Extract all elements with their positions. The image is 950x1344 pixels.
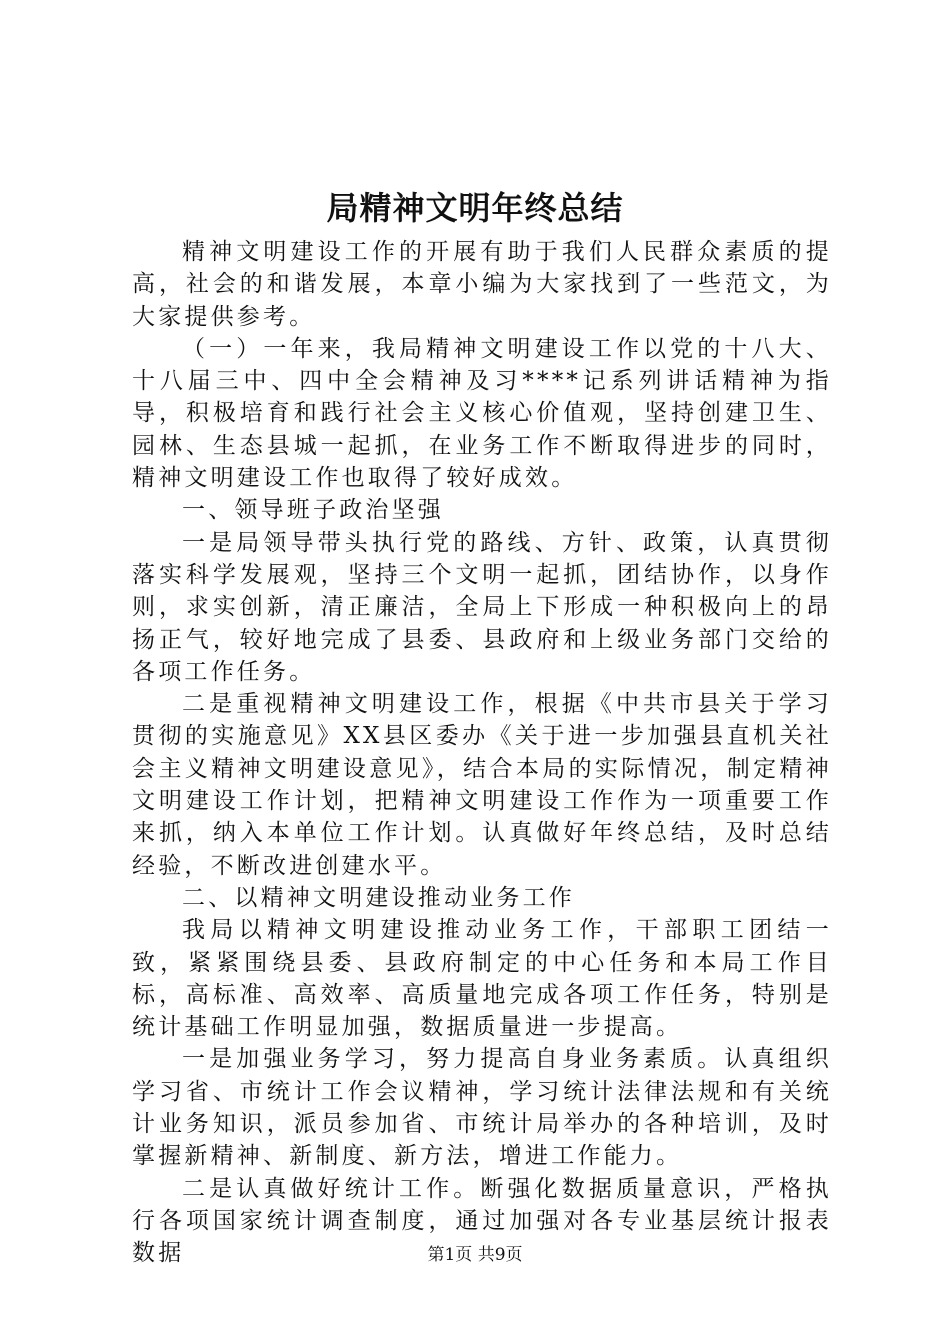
body-paragraph: 二是认真做好统计工作。断强化数据质量意识，严格执行各项国家统计调查制度，通过加强对各专业基层统计报表数据 — [132, 1175, 832, 1267]
document-title: 局精神文明年终总结 — [326, 189, 624, 227]
body-paragraph: 我局以精神文明建设推动业务工作，干部职工团结一致，紧紧围绕县委、县政府制定的中心任务和本局工作目标，高标准、高效率、高质量地完成各项工作任务，特别是统计基础工作明显加强，数据质量进一步提高。 — [132, 917, 832, 1041]
section-heading: 二、以精神文明建设推动业务工作 — [182, 884, 575, 911]
section-heading: 一、领导班子政治坚强 — [182, 497, 444, 524]
body-paragraph: （一）一年来，我局精神文明建设工作以党的十八大、十八届三中、四中全会精神及习****记系列讲话精神为指导，积极培育和践行社会主义核心价值观，坚持创建卫生、园林、生态县城一起抓，在业务工作不断取得进步的同时，精神文明建设工作也取得了较好成效。 — [132, 335, 832, 492]
body-paragraph: 二是重视精神文明建设工作，根据《中共市县关于学习贯彻的实施意见》XX县区委办《关于进一步加强县直机关社会主义精神文明建设意见》，结合本局的实际情况，制定精神文明建设工作计划，把精神文明建设工作作为一项重要工作来抓，纳入本单位工作计划。认真做好年终总结，及时总结经验，不断改进创建水平。 — [132, 691, 832, 879]
body-paragraph: 一是加强业务学习，努力提高自身业务素质。认真组织学习省、市统计工作会议精神，学习统计法律法规和有关统计业务知识，派员参加省、市统计局举办的各种培训，及时掌握新精神、新制度、新方法，增进工作能力。 — [132, 1046, 832, 1170]
body-paragraph: 一是局领导带头执行党的路线、方针、政策，认真贯彻落实科学发展观，坚持三个文明一起抓，团结协作，以身作则，求实创新，清正廉洁，全局上下形成一种积极向上的昂扬正气，较好地完成了县委、县政府和上级业务部门交给的各项工作任务。 — [132, 529, 832, 685]
intro-paragraph: 精神文明建设工作的开展有助于我们人民群众素质的提高，社会的和谐发展，本章小编为大家找到了一些范文，为大家提供参考。 — [132, 239, 832, 330]
page-footer: 第1页 共9页 — [427, 1245, 523, 1265]
document-body — [132, 236, 832, 1270]
